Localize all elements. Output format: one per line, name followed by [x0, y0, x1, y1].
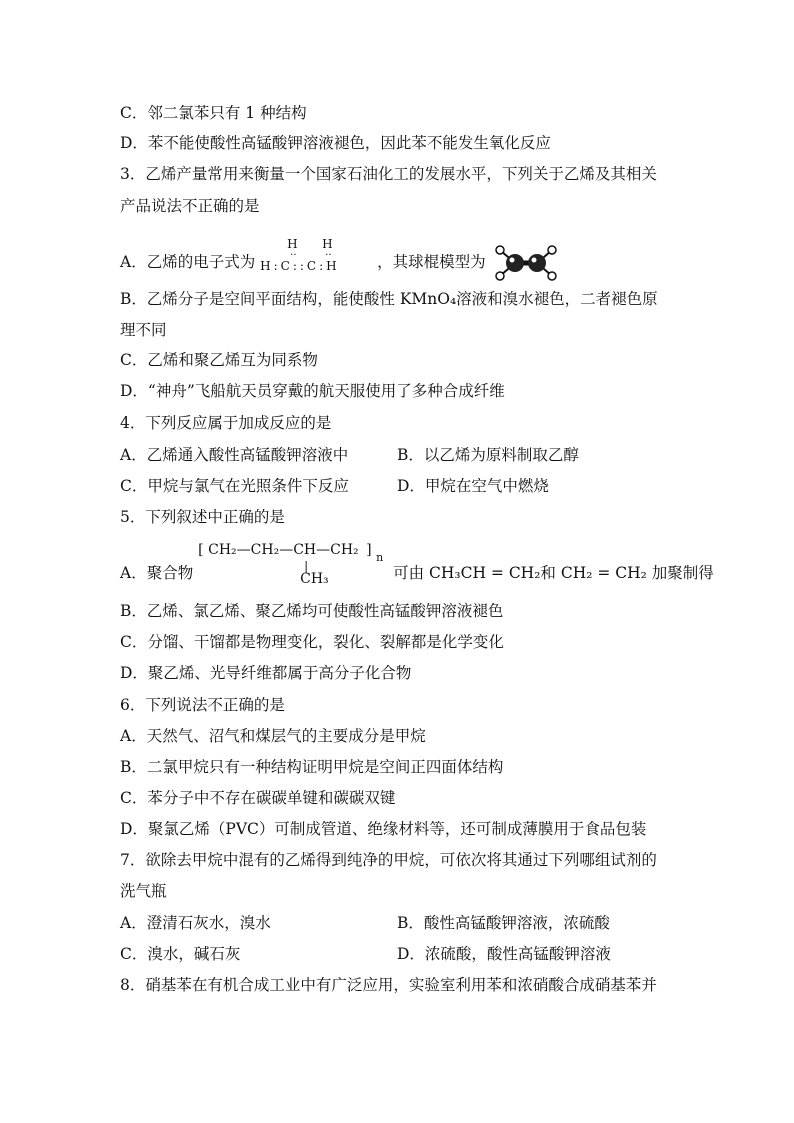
question-4-option-b: B．以乙烯为原料制取乙醇: [397, 446, 579, 464]
question-5-option-a: [120, 542, 714, 594]
question-4-stem: 4．下列反应属于加成反应的是: [120, 414, 332, 432]
ed-h2: H: [322, 237, 333, 251]
polymer-n: n: [376, 551, 384, 564]
question-7-stem-cont: 洗气瓶: [120, 882, 167, 900]
question-6-option-a: A．天然气、沼气和煤层气的主要成分是甲烷: [120, 727, 426, 745]
ethylene-electron-formula: H H ·· ·· H:C::C:H: [260, 246, 372, 280]
polymer-structure: [ CH₂—CH₂—CH—CH₂ ] n | CH₃: [198, 542, 384, 587]
question-3-stem-cont: 产品说法不正确的是: [120, 197, 260, 215]
q3a-prefix: A．乙烯的电子式为: [120, 253, 256, 271]
ball-stick-model-icon: [491, 243, 561, 283]
question-8-stem: 8．硝基苯在有机合成工业中有广泛应用，实验室利用苯和浓硝酸合成硝基苯并: [120, 976, 657, 994]
polymer-methyl: CH₃: [300, 571, 329, 587]
question-6-option-d: D．聚氯乙烯（PVC）可制成管道、绝缘材料等，还可制成薄膜用于食品包装: [120, 820, 647, 838]
question-3-option-c: C．乙烯和聚乙烯互为同系物: [120, 351, 318, 369]
question-7-option-a: A．澄清石灰水，溴水: [120, 914, 271, 932]
question-5-option-d: D．聚乙烯、光导纤维都属于高分子化合物: [120, 664, 412, 682]
q5a-suffix: 可由 CH₃CH = CH₂和 CH₂ = CH₂ 加聚制得: [393, 564, 714, 582]
question-7-option-c: C．溴水，碱石灰: [120, 945, 241, 963]
question-4-option-d: D．甲烷在空气中燃烧: [397, 477, 549, 495]
question-6-option-b: B．二氯甲烷只有一种结构证明甲烷是空间正四面体结构: [120, 758, 504, 776]
option-c-line: C．邻二氯苯只有 1 种结构: [120, 104, 307, 122]
question-4-option-c: C．甲烷与氯气在光照条件下反应: [120, 477, 349, 495]
question-3-option-d: D．“神舟”飞船航天员穿戴的航天服使用了多种合成纤维: [120, 382, 505, 400]
question-7-stem: 7．欲除去甲烷中混有的乙烯得到纯净的甲烷，可依次将其通过下列哪组试剂的: [120, 851, 657, 869]
question-7-option-d: D．浓硫酸，酸性高锰酸钾溶液: [397, 945, 611, 963]
question-3-option-a: [120, 237, 561, 283]
question-4-option-a: A．乙烯通入酸性高锰酸钾溶液中: [120, 446, 349, 464]
question-6-option-c: C．苯分子中不存在碳碳单键和碳碳双键: [120, 789, 396, 807]
question-5-option-c: C．分馏、干馏都是物理变化，裂化、裂解都是化学变化: [120, 633, 504, 651]
question-3-stem: 3．乙烯产量常用来衡量一个国家石油化工的发展水平，下列关于乙烯及其相关: [120, 165, 657, 183]
ed-h1: H: [287, 237, 298, 251]
ed-main: H:C::C:H: [260, 259, 340, 273]
option-d-line: D．苯不能使酸性高锰酸钾溶液褪色，因此苯不能发生氧化反应: [120, 134, 551, 152]
q5a-prefix: A．聚合物: [120, 564, 194, 582]
question-5-stem: 5．下列叙述中正确的是: [120, 508, 285, 526]
question-3-option-b: B．乙烯分子是空间平面结构，能使酸性 KMnO₄溶液和溴水褪色，二者褪色原: [120, 290, 658, 308]
q3a-middle: ，其球棍模型为: [377, 253, 486, 271]
polymer-main-chain: CH₂—CH₂—CH—CH₂: [208, 542, 359, 558]
question-5-option-b: B．乙烯、氯乙烯、聚乙烯均可使酸性高锰酸钾溶液褪色: [120, 602, 504, 620]
question-7-option-b: B．酸性高锰酸钾溶液，浓硫酸: [397, 914, 610, 932]
question-3-option-b-cont: 理不同: [120, 321, 167, 339]
question-6-stem: 6．下列说法不正确的是: [120, 696, 285, 714]
